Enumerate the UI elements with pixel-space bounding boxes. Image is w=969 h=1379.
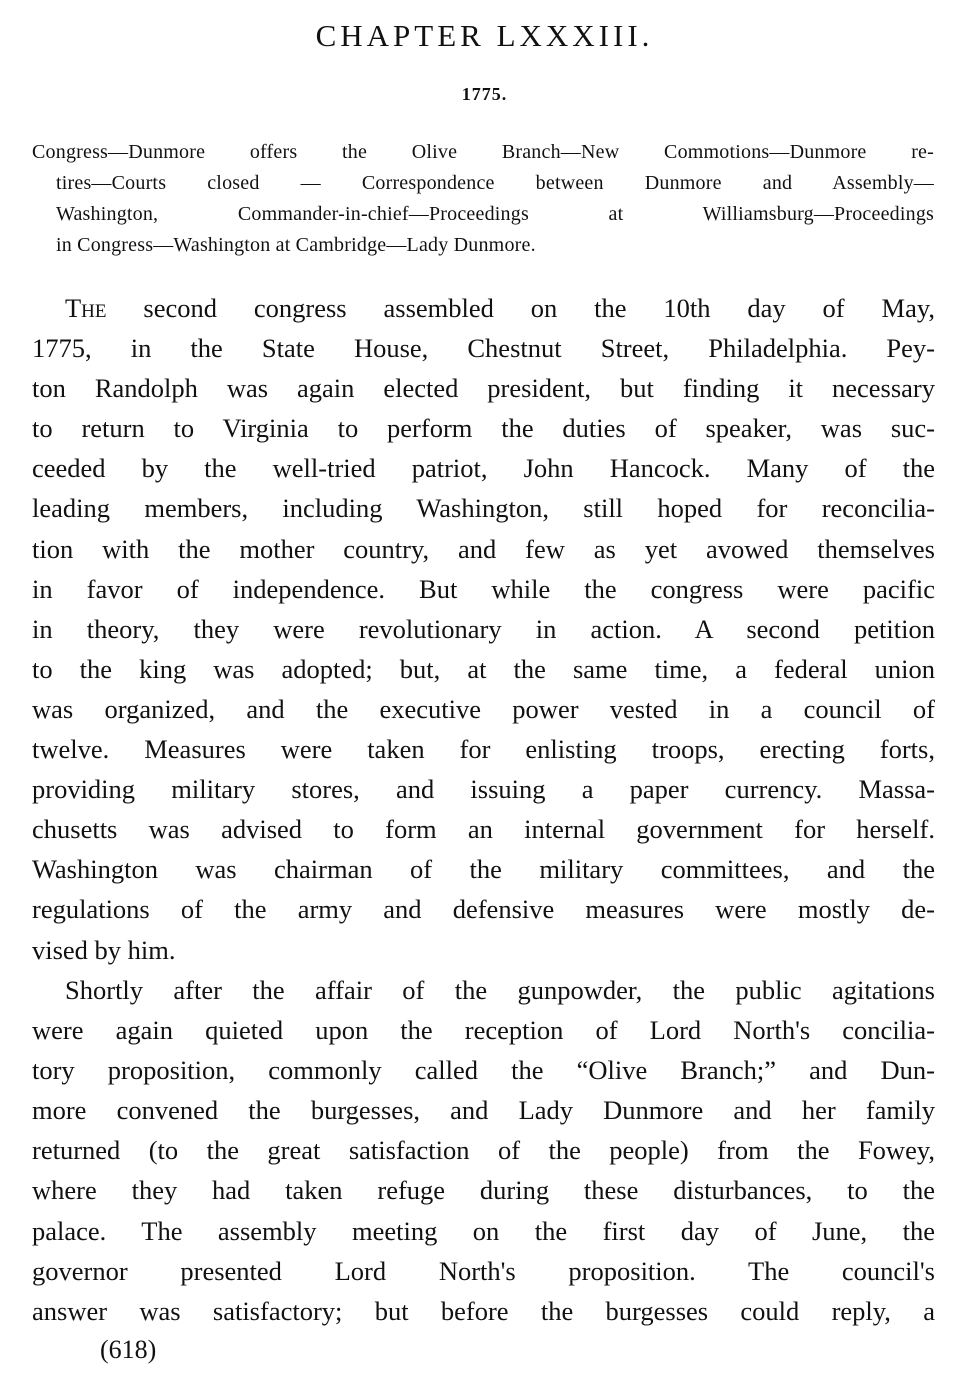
- paragraph-line: Shortly after the affair of the gunpowder, the public agitations: [65, 975, 935, 1005]
- paragraph-line: answer was satisfactory; but before the burgesses could reply, a: [32, 1295, 935, 1326]
- paragraph-line: more convened the burgesses, and Lady Dunmore and her family: [32, 1095, 935, 1126]
- paragraph-line: to the king was adopted; but, at the same time, a federal union: [32, 653, 935, 684]
- paragraph-line: regulations of the army and defensive measures were mostly de-: [32, 894, 935, 925]
- paragraph-line: Washington was chairman of the military committees, and the: [32, 854, 935, 885]
- paragraph-line: where they had taken refuge during these disturbances, to the: [32, 1175, 935, 1206]
- synopsis-line: Washington, Commander-in-chief—Proceedings at Williamsburg—Proceedings: [56, 203, 934, 225]
- paragraph-line: twelve. Measures were taken for enlisting troops, erecting forts,: [32, 734, 935, 765]
- chapter-year: 1775.: [461, 84, 508, 104]
- paragraph-line: ton Randolph was again elected president, but finding it necessary: [32, 373, 935, 404]
- paragraph-line: [32, 288, 935, 328]
- first-line-text: second congress assembled on the 10th day of May,: [106, 293, 935, 323]
- chapter-synopsis: [32, 137, 934, 261]
- paragraph-line: tion with the mother country, and few as yet avowed themselves: [32, 533, 935, 564]
- paragraph-line: were again quieted upon the reception of Lord North's concilia-: [32, 1015, 935, 1046]
- paragraph-line: palace. The assembly meeting on the first day of June, the: [32, 1215, 935, 1246]
- paragraph-line: providing military stores, and issuing a paper currency. Massa-: [32, 774, 935, 805]
- synopsis-line: Congress—Dunmore offers the Olive Branch—New Commotions—Dunmore re-: [32, 141, 934, 163]
- paragraph-line: returned (to the great satisfaction of the people) from the Fowey,: [32, 1135, 935, 1166]
- paragraph-line: to return to Virginia to perform the duties of speaker, was suc-: [32, 413, 935, 444]
- paragraph-line: in favor of independence. But while the congress were pacific: [32, 573, 935, 604]
- paragraph-line: vised by him.: [32, 934, 176, 965]
- paragraph-line: leading members, including Washington, still hoped for reconcilia-: [32, 493, 935, 524]
- paragraph-line: governor presented Lord North's proposition. The council's: [32, 1255, 935, 1286]
- paragraph-line: tory proposition, commonly called the “Olive Branch;” and Dun-: [32, 1055, 935, 1086]
- synopsis-line: tires—Courts closed — Correspondence between Dunmore and Assembly—: [56, 172, 934, 194]
- synopsis-line: in Congress—Washington at Cambridge—Lady Dunmore.: [56, 234, 536, 256]
- page-number: (618): [100, 1335, 157, 1364]
- body-paragraph-2: [32, 970, 935, 1331]
- paragraph-line: chusetts was advised to form an internal government for herself.: [32, 814, 935, 845]
- body-paragraph-1: [32, 288, 935, 970]
- paragraph-line: in theory, they were revolutionary in action. A second petition: [32, 613, 935, 644]
- opening-word: The: [65, 293, 107, 323]
- chapter-title: CHAPTER LXXXIII.: [315, 18, 654, 53]
- paragraph-line: was organized, and the executive power vested in a council of: [32, 693, 935, 724]
- paragraph-line: 1775, in the State House, Chestnut Street, Philadelphia. Pey-: [32, 333, 935, 364]
- paragraph-line: ceeded by the well-tried patriot, John Hancock. Many of the: [32, 453, 935, 484]
